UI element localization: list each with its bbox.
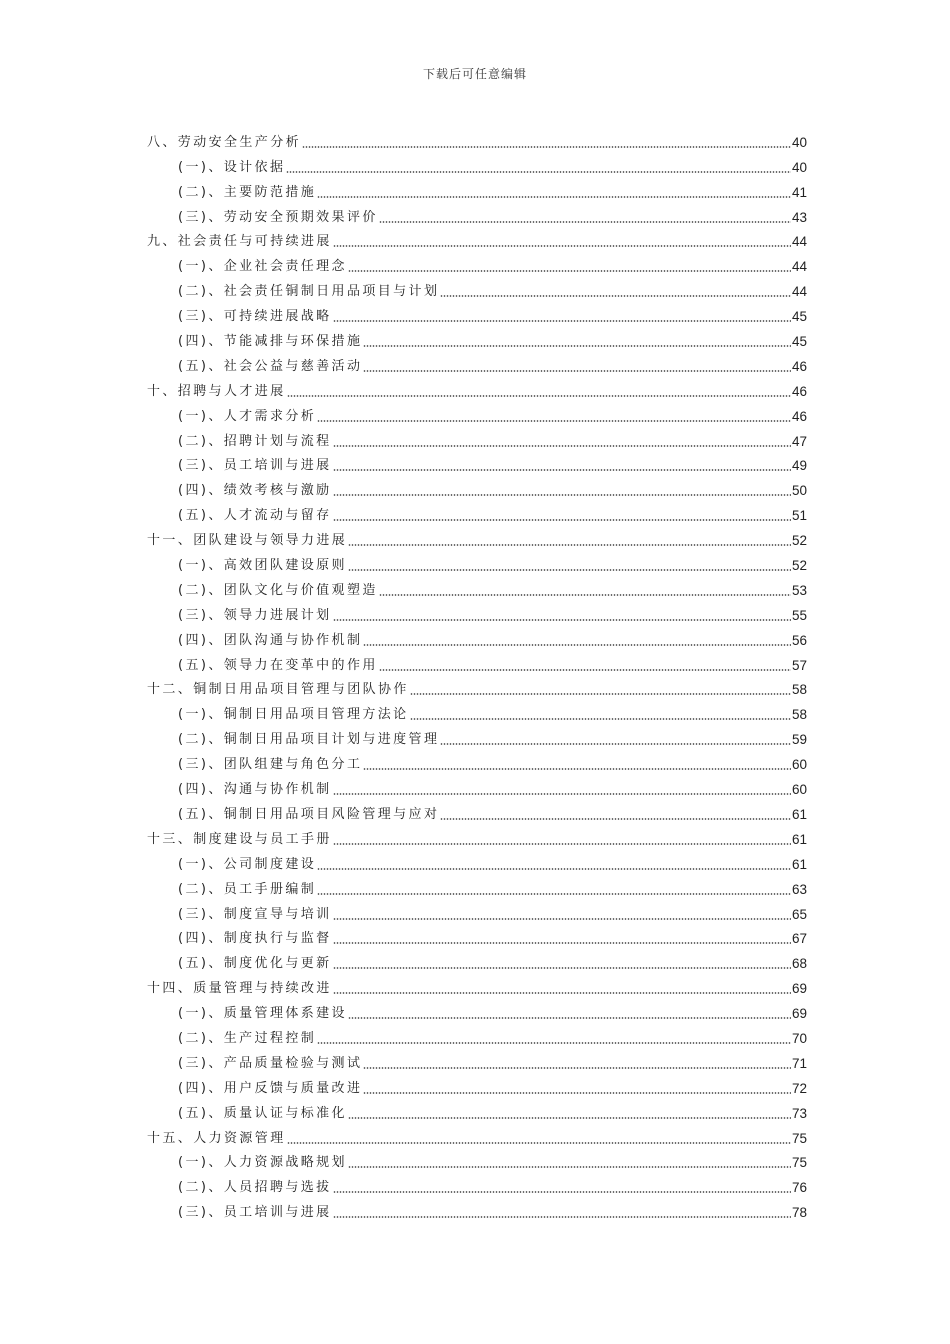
toc-entry-title: (三)、团队组建与角色分工: [178, 757, 363, 773]
toc-entry-title: (二)、社会责任铜制日用品项目与计划: [178, 284, 440, 300]
toc-dot-leader: [379, 221, 791, 223]
toc-entry-title: (二)、人员招聘与选拔: [178, 1180, 332, 1196]
toc-dot-leader: [333, 967, 791, 969]
toc-entry-page-number: 69: [791, 981, 807, 997]
toc-entry-page-number: 52: [791, 533, 807, 549]
toc-dot-leader: [333, 494, 791, 496]
toc-section-entry[interactable]: [147, 499, 807, 524]
toc-entry-title: (四)、团队沟通与协作机制: [178, 632, 363, 648]
toc-dot-leader: [348, 1117, 791, 1119]
toc-entry-title: (五)、社会公益与慈善活动: [178, 358, 363, 374]
toc-dot-leader: [363, 644, 791, 646]
toc-entry-page-number: 52: [791, 558, 807, 574]
toc-section-entry[interactable]: [147, 1171, 807, 1196]
toc-dot-leader: [333, 918, 791, 920]
toc-entry-title: 十三、制度建设与员工手册: [147, 831, 332, 847]
toc-entry-page-number: 45: [791, 309, 807, 325]
toc-section-entry[interactable]: [147, 873, 807, 898]
toc-entry-page-number: 71: [791, 1055, 807, 1071]
toc-entry-page-number: 65: [791, 906, 807, 922]
toc-section-entry[interactable]: [147, 325, 807, 350]
toc-dot-leader: [363, 370, 791, 372]
toc-dot-leader: [333, 469, 791, 471]
toc-entry-title: (三)、员工培训与进展: [178, 1205, 332, 1221]
toc-entry-title: (一)、铜制日用品项目管理方法论: [178, 707, 409, 723]
toc-section-entry[interactable]: [147, 1022, 807, 1047]
toc-section-entry[interactable]: [147, 947, 807, 972]
toc-section-entry[interactable]: [147, 848, 807, 873]
toc-entry-page-number: 44: [791, 234, 807, 250]
toc-entry-page-number: 75: [791, 1155, 807, 1171]
toc-entry-title: (四)、节能减排与环保措施: [178, 334, 363, 350]
toc-section-entry[interactable]: [147, 773, 807, 798]
toc-entry-title: 十四、质量管理与持续改进: [147, 981, 332, 997]
toc-entry-title: (三)、劳动安全预期效果评价: [178, 209, 378, 225]
toc-chapter-entry[interactable]: [147, 674, 807, 699]
toc-section-entry[interactable]: [147, 201, 807, 226]
toc-entry-title: 十、招聘与人才进展: [147, 383, 286, 399]
toc-dot-leader: [363, 768, 791, 770]
toc-entry-page-number: 68: [791, 956, 807, 972]
toc-entry-page-number: 40: [791, 159, 807, 175]
page-header: 下载后可任意编辑: [422, 67, 527, 81]
toc-entry-page-number: 40: [791, 134, 807, 150]
toc-section-entry[interactable]: [147, 649, 807, 674]
toc-entry-title: (一)、高效团队建设原则: [178, 558, 347, 574]
toc-dot-leader: [348, 544, 791, 546]
toc-entry-page-number: 60: [791, 782, 807, 798]
toc-dot-leader: [287, 1142, 791, 1144]
toc-entry-page-number: 67: [791, 931, 807, 947]
toc-entry-page-number: 60: [791, 757, 807, 773]
toc-entry-title: (一)、设计依据: [178, 159, 286, 175]
toc-entry-page-number: 44: [791, 284, 807, 300]
toc-dot-leader: [348, 1166, 791, 1168]
toc-entry-page-number: 58: [791, 707, 807, 723]
toc-entry-title: 八、劳动安全生产分析: [147, 134, 302, 150]
toc-entry-title: 十五、人力资源管理: [147, 1130, 286, 1146]
toc-dot-leader: [333, 843, 791, 845]
toc-dot-leader: [410, 693, 791, 695]
toc-entry-title: (四)、制度执行与监督: [178, 931, 332, 947]
toc-dot-leader: [333, 942, 791, 944]
toc-dot-leader: [440, 295, 791, 297]
toc-dot-leader: [363, 1092, 791, 1094]
toc-section-entry[interactable]: [147, 599, 807, 624]
toc-entry-page-number: 46: [791, 358, 807, 374]
toc-entry-page-number: 78: [791, 1205, 807, 1221]
toc-dot-leader: [317, 196, 791, 198]
toc-entry-page-number: 53: [791, 582, 807, 598]
toc-dot-leader: [410, 718, 791, 720]
toc-entry-title: (三)、领导力进展计划: [178, 607, 332, 623]
toc-entry-page-number: 51: [791, 508, 807, 524]
toc-dot-leader: [333, 1216, 791, 1218]
toc-entry-title: 九、社会责任与可持续进展: [147, 234, 332, 250]
toc-dot-leader: [348, 270, 791, 272]
toc-entry-title: (二)、员工手册编制: [178, 881, 317, 897]
toc-section-entry[interactable]: [147, 698, 807, 723]
toc-section-entry[interactable]: [147, 300, 807, 325]
toc-chapter-entry[interactable]: [147, 972, 807, 997]
toc-entry-page-number: 56: [791, 632, 807, 648]
toc-section-entry[interactable]: [147, 350, 807, 375]
toc-section-entry[interactable]: [147, 898, 807, 923]
toc-entry-title: (一)、人才需求分析: [178, 408, 317, 424]
toc-entry-page-number: 72: [791, 1080, 807, 1096]
toc-section-entry[interactable]: [147, 275, 807, 300]
toc-dot-leader: [333, 445, 791, 447]
toc-entry-page-number: 50: [791, 483, 807, 499]
toc-entry-page-number: 61: [791, 806, 807, 822]
toc-entry-title: (四)、用户反馈与质量改进: [178, 1080, 363, 1096]
toc-dot-leader: [317, 420, 791, 422]
toc-chapter-entry[interactable]: [147, 375, 807, 400]
toc-entry-page-number: 46: [791, 383, 807, 399]
toc-entry-title: (二)、招聘计划与流程: [178, 433, 332, 449]
toc-entry-title: (二)、团队文化与价值观塑造: [178, 582, 378, 598]
toc-entry-title: (二)、主要防范措施: [178, 184, 317, 200]
toc-dot-leader: [348, 569, 791, 571]
toc-dot-leader: [333, 619, 791, 621]
toc-entry-page-number: 73: [791, 1105, 807, 1121]
toc-section-entry[interactable]: [147, 1147, 807, 1172]
toc-chapter-entry[interactable]: [147, 1122, 807, 1147]
toc-entry-page-number: 69: [791, 1006, 807, 1022]
toc-entry-page-number: 57: [791, 657, 807, 673]
toc-section-entry[interactable]: [147, 176, 807, 201]
toc-dot-leader: [379, 669, 791, 671]
toc-section-entry[interactable]: [147, 250, 807, 275]
toc-entry-title: (二)、生产过程控制: [178, 1030, 317, 1046]
toc-section-entry[interactable]: [147, 450, 807, 475]
table-of-contents: [147, 126, 807, 1221]
toc-entry-title: (五)、人才流动与留存: [178, 508, 332, 524]
toc-entry-page-number: 49: [791, 458, 807, 474]
toc-entry-page-number: 63: [791, 881, 807, 897]
toc-dot-leader: [287, 395, 791, 397]
toc-section-entry[interactable]: [147, 923, 807, 948]
toc-entry-page-number: 45: [791, 334, 807, 350]
toc-entry-title: (五)、领导力在变革中的作用: [178, 657, 378, 673]
toc-dot-leader: [379, 594, 791, 596]
toc-entry-title: (四)、绩效考核与激励: [178, 483, 332, 499]
toc-entry-page-number: 75: [791, 1130, 807, 1146]
toc-entry-page-number: 58: [791, 682, 807, 698]
toc-section-entry[interactable]: [147, 624, 807, 649]
toc-entry-title: (五)、质量认证与标准化: [178, 1105, 347, 1121]
toc-dot-leader: [348, 1017, 791, 1019]
toc-dot-leader: [440, 743, 791, 745]
toc-entry-page-number: 46: [791, 408, 807, 424]
toc-entry-title: (五)、铜制日用品项目风险管理与应对: [178, 806, 440, 822]
toc-entry-title: (三)、产品质量检验与测试: [178, 1055, 363, 1071]
toc-entry-title: (三)、可持续进展战略: [178, 309, 332, 325]
toc-section-entry[interactable]: [147, 474, 807, 499]
toc-dot-leader: [363, 345, 791, 347]
toc-entry-title: (四)、沟通与协作机制: [178, 782, 332, 798]
toc-dot-leader: [302, 146, 791, 148]
toc-section-entry[interactable]: [147, 1097, 807, 1122]
toc-section-entry[interactable]: [147, 723, 807, 748]
toc-dot-leader: [333, 1191, 791, 1193]
toc-dot-leader: [333, 793, 791, 795]
toc-section-entry[interactable]: [147, 798, 807, 823]
toc-entry-page-number: 61: [791, 856, 807, 872]
toc-dot-leader: [317, 1042, 791, 1044]
toc-entry-page-number: 55: [791, 607, 807, 623]
toc-chapter-entry[interactable]: [147, 823, 807, 848]
toc-section-entry[interactable]: [147, 748, 807, 773]
toc-entry-title: (一)、人力资源战略规划: [178, 1155, 347, 1171]
toc-section-entry[interactable]: [147, 1072, 807, 1097]
toc-entry-page-number: 41: [791, 184, 807, 200]
toc-entry-title: (三)、员工培训与进展: [178, 458, 332, 474]
toc-entry-title: (一)、公司制度建设: [178, 856, 317, 872]
toc-dot-leader: [440, 818, 791, 820]
toc-entry-title: (二)、铜制日用品项目计划与进度管理: [178, 732, 440, 748]
toc-entry-title: (一)、质量管理体系建设: [178, 1006, 347, 1022]
toc-chapter-entry[interactable]: [147, 226, 807, 251]
toc-entry-title: (五)、制度优化与更新: [178, 956, 332, 972]
toc-dot-leader: [317, 893, 791, 895]
toc-entry-page-number: 44: [791, 259, 807, 275]
toc-entry-page-number: 43: [791, 209, 807, 225]
toc-dot-leader: [286, 171, 791, 173]
toc-entry-title: (三)、制度宣导与培训: [178, 906, 332, 922]
toc-section-entry[interactable]: [147, 1047, 807, 1072]
toc-dot-leader: [317, 868, 791, 870]
toc-section-entry[interactable]: [147, 549, 807, 574]
toc-section-entry[interactable]: [147, 574, 807, 599]
toc-dot-leader: [333, 245, 791, 247]
toc-entry-page-number: 59: [791, 732, 807, 748]
toc-dot-leader: [333, 519, 791, 521]
toc-chapter-entry[interactable]: [147, 126, 807, 151]
toc-entry-page-number: 76: [791, 1180, 807, 1196]
toc-entry-title: (一)、企业社会责任理念: [178, 259, 347, 275]
toc-section-entry[interactable]: [147, 425, 807, 450]
toc-entry-page-number: 70: [791, 1030, 807, 1046]
toc-dot-leader: [333, 992, 791, 994]
toc-entry-title: 十二、铜制日用品项目管理与团队协作: [147, 682, 409, 698]
toc-section-entry[interactable]: [147, 1196, 807, 1221]
toc-section-entry[interactable]: [147, 151, 807, 176]
toc-section-entry[interactable]: [147, 400, 807, 425]
toc-chapter-entry[interactable]: [147, 524, 807, 549]
toc-dot-leader: [363, 1067, 791, 1069]
toc-entry-page-number: 47: [791, 433, 807, 449]
toc-section-entry[interactable]: [147, 997, 807, 1022]
toc-entry-page-number: 61: [791, 831, 807, 847]
toc-entry-title: 十一、团队建设与领导力进展: [147, 533, 348, 549]
toc-dot-leader: [333, 320, 791, 322]
